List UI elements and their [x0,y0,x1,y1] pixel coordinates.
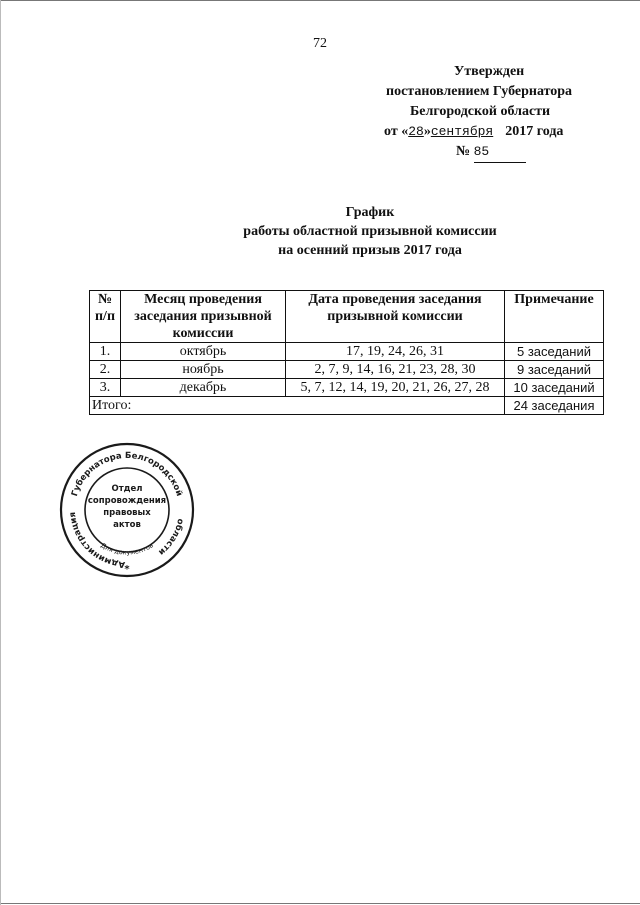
table-row [90,343,604,361]
seal-center-line-2: сопровождения [87,496,167,506]
row-note: 5 заседаний [505,343,604,361]
number-label: № [456,144,471,159]
total-note: 24 заседания [505,397,604,415]
seal-center-line-3: правовых [103,508,151,518]
document-heading [0,203,640,260]
row-dates: 5, 7, 12, 14, 19, 20, 21, 26, 27, 28 [286,379,505,397]
scan-edge-bottom [0,903,640,904]
approval-number [370,142,620,163]
header-month: Месяц проведения заседания призывной комиссии [121,291,286,343]
approval-block [370,62,620,163]
official-seal-stamp [57,440,197,580]
approval-region: Белгородской области [410,104,551,119]
approval-date [370,122,620,142]
header-dates: Дата проведения заседания призывной комиссии [286,291,505,343]
date-prefix: от « [384,124,409,139]
number-value: 85 [474,142,526,163]
row-month: октябрь [121,343,286,361]
scan-edge-top [0,0,640,1]
schedule-table [89,290,604,415]
seal-outer-bottom-text: Для документов [99,541,155,557]
header-note: Примечание [505,291,604,343]
row-month: декабрь [121,379,286,397]
row-number: 1. [90,343,121,361]
row-dates: 17, 19, 24, 26, 31 [286,343,505,361]
row-month: ноябрь [121,361,286,379]
row-note: 9 заседаний [505,361,604,379]
seal-center-line-1: Отдел [111,484,143,494]
date-day: 28 [408,124,424,139]
header-number: № п/п [90,291,121,343]
seal-outer-top-text: Губернатора Белгородской [69,450,185,498]
table-row [90,361,604,379]
approval-title: Утвержден [454,64,525,79]
table-row [90,379,604,397]
total-label: Итого: [90,397,505,415]
scan-edge-left [0,0,1,905]
seal-outer-right-text: области [156,517,186,558]
heading-period: на осенний призыв 2017 года [278,243,462,258]
row-number: 2. [90,361,121,379]
date-mid: » [423,124,431,139]
heading-subtitle: работы областной призывной комиссии [243,224,497,239]
row-dates: 2, 7, 9, 14, 16, 21, 23, 28, 30 [286,361,505,379]
seal-center-line-4: актов [113,520,141,530]
date-month: сентября [430,124,494,139]
seal-outer-left-text: Администрация [67,511,126,570]
approval-decree: постановлением Губернатора [386,84,573,99]
date-year: 2017 года [505,124,564,139]
table-total-row [90,397,604,415]
row-note: 10 заседаний [505,379,604,397]
seal-star: * [124,564,130,575]
heading-title: График [345,205,395,220]
page-number: 72 [313,36,327,51]
table-header-row [90,291,604,343]
row-number: 3. [90,379,121,397]
